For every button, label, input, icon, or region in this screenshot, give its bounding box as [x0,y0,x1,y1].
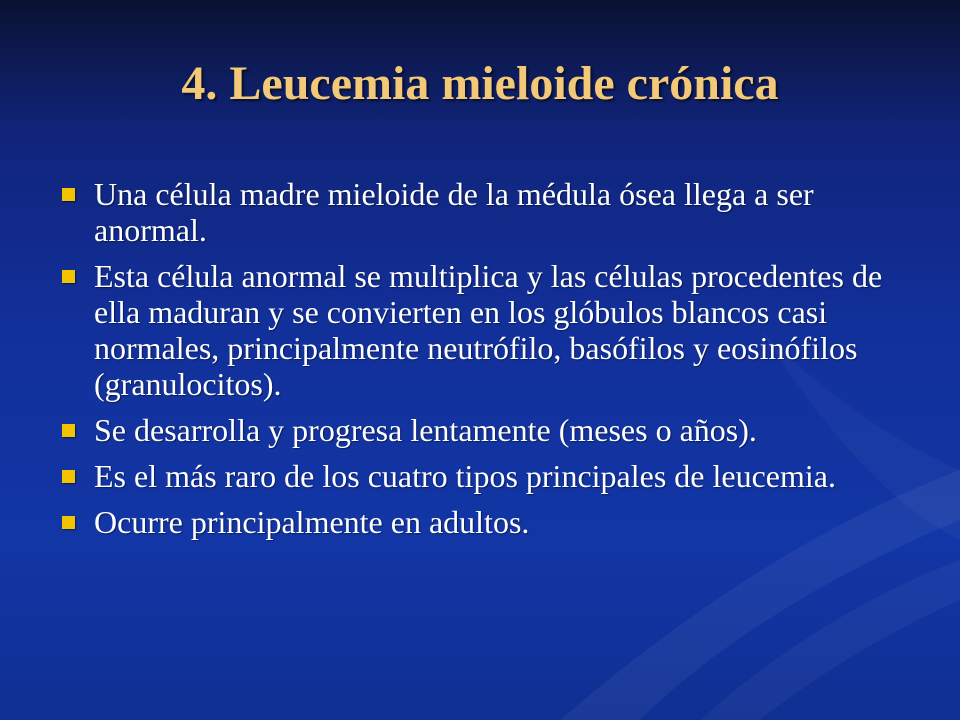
bullet-text: Una célula madre mieloide de la médula ósea llega a ser anormal. [94,176,814,248]
square-bullet-icon [62,516,75,529]
list-item [62,412,902,448]
square-bullet-icon [62,270,75,283]
bullet-text: Se desarrolla y progresa lentamente (meses o años). [94,412,757,448]
square-bullet-icon [62,470,75,483]
list-item [62,504,902,540]
square-bullet-icon [62,424,75,437]
bullet-text: Ocurre principalmente en adultos. [94,504,530,540]
bullet-list [62,176,902,550]
square-bullet-icon [62,188,75,201]
slide-title: 4. Leucemia mieloide crónica [181,57,779,110]
list-item [62,458,902,494]
bullet-text: Esta célula anormal se multiplica y las células procedentes de ella maduran y se convierten en los glóbulos blancos casi normales, principalmente neutrófilo, basófilos y eosinófilos (granulocitos). [94,258,883,402]
list-item [62,176,902,248]
bullet-text: Es el más raro de los cuatro tipos principales de leucemia. [94,458,836,494]
list-item [62,258,902,402]
